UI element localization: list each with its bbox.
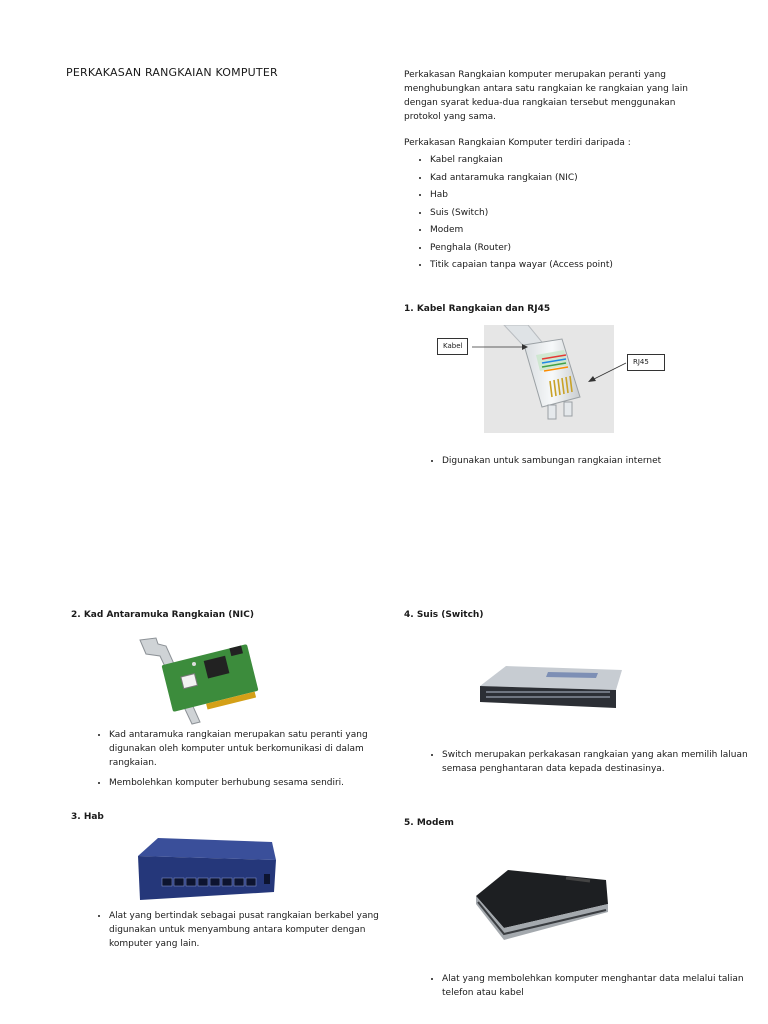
network-card-icon (136, 634, 276, 726)
nic-photo (136, 634, 276, 726)
list-item: • Titik capaian tanpa wayar (Access point) (430, 257, 613, 275)
section-cable-heading: 1. Kabel Rangkaian dan RJ45 (404, 304, 551, 314)
list-item: • Modem (430, 222, 613, 240)
section-nic-bullets (71, 728, 409, 796)
label-rj45: RJ45 (627, 354, 665, 371)
section-switch-heading: 4. Suis (Switch) (404, 610, 484, 620)
list-item: • Alat yang membolehkan komputer menghantar data melalui talian telefon atau kabel (442, 972, 762, 1000)
list-item: • Alat yang bertindak sebagai pusat rangkaian berkabel yang digunakan untuk menyambung antara komputer dengan komputer yang lain. (109, 909, 409, 951)
page-title: PERKAKASAN RANGKAIAN KOMPUTER (66, 66, 278, 79)
network-switch-icon (478, 664, 624, 714)
components-list (404, 152, 613, 275)
list-item: • Kad antaramuka rangkaian merupakan satu peranti yang digunakan oleh komputer untuk berkomunikasi di dalam rangkaian. (109, 728, 409, 770)
network-hub-icon (134, 834, 280, 904)
list-item: • Digunakan untuk sambungan rangkaian internet (442, 454, 762, 468)
list-item: • Penghala (Router) (430, 240, 613, 258)
list-item: • Hab (430, 187, 613, 205)
section-modem-heading: 5. Modem (404, 818, 454, 828)
section-modem-bullets (404, 972, 762, 1006)
section-switch-bullets (404, 748, 762, 782)
intro-paragraph: Perkakasan Rangkaian komputer merupakan peranti yang menghubungkan antara satu rangkaian ke rangkaian yang lain dengan syarat kedua-dua rangkaian tersebut menggunakan protokol yang sama. (404, 70, 688, 122)
list-item: • Kad antaramuka rangkaian (NIC) (430, 170, 613, 188)
modem-photo (470, 866, 612, 946)
switch-photo (478, 664, 624, 714)
section-hub-bullets (71, 909, 409, 957)
section-hub-heading: 3. Hab (71, 812, 104, 822)
list-item: • Membolehkan komputer berhubung sesama sendiri. (109, 776, 409, 790)
list-item: • Suis (Switch) (430, 205, 613, 223)
list-item: • Kabel rangkaian (430, 152, 613, 170)
components-intro: Perkakasan Rangkaian Komputer terdiri daripada : (404, 138, 631, 148)
section-cable-bullets (404, 454, 762, 474)
hub-photo (134, 834, 280, 904)
modem-icon (470, 866, 612, 946)
label-cable: Kabel (437, 338, 468, 355)
list-item: • Switch merupakan perkakasan rangkaian yang akan memilih laluan semasa penghantaran data kepada destinasinya. (442, 748, 762, 776)
section-nic-heading: 2. Kad Antaramuka Rangkaian (NIC) (71, 610, 254, 620)
